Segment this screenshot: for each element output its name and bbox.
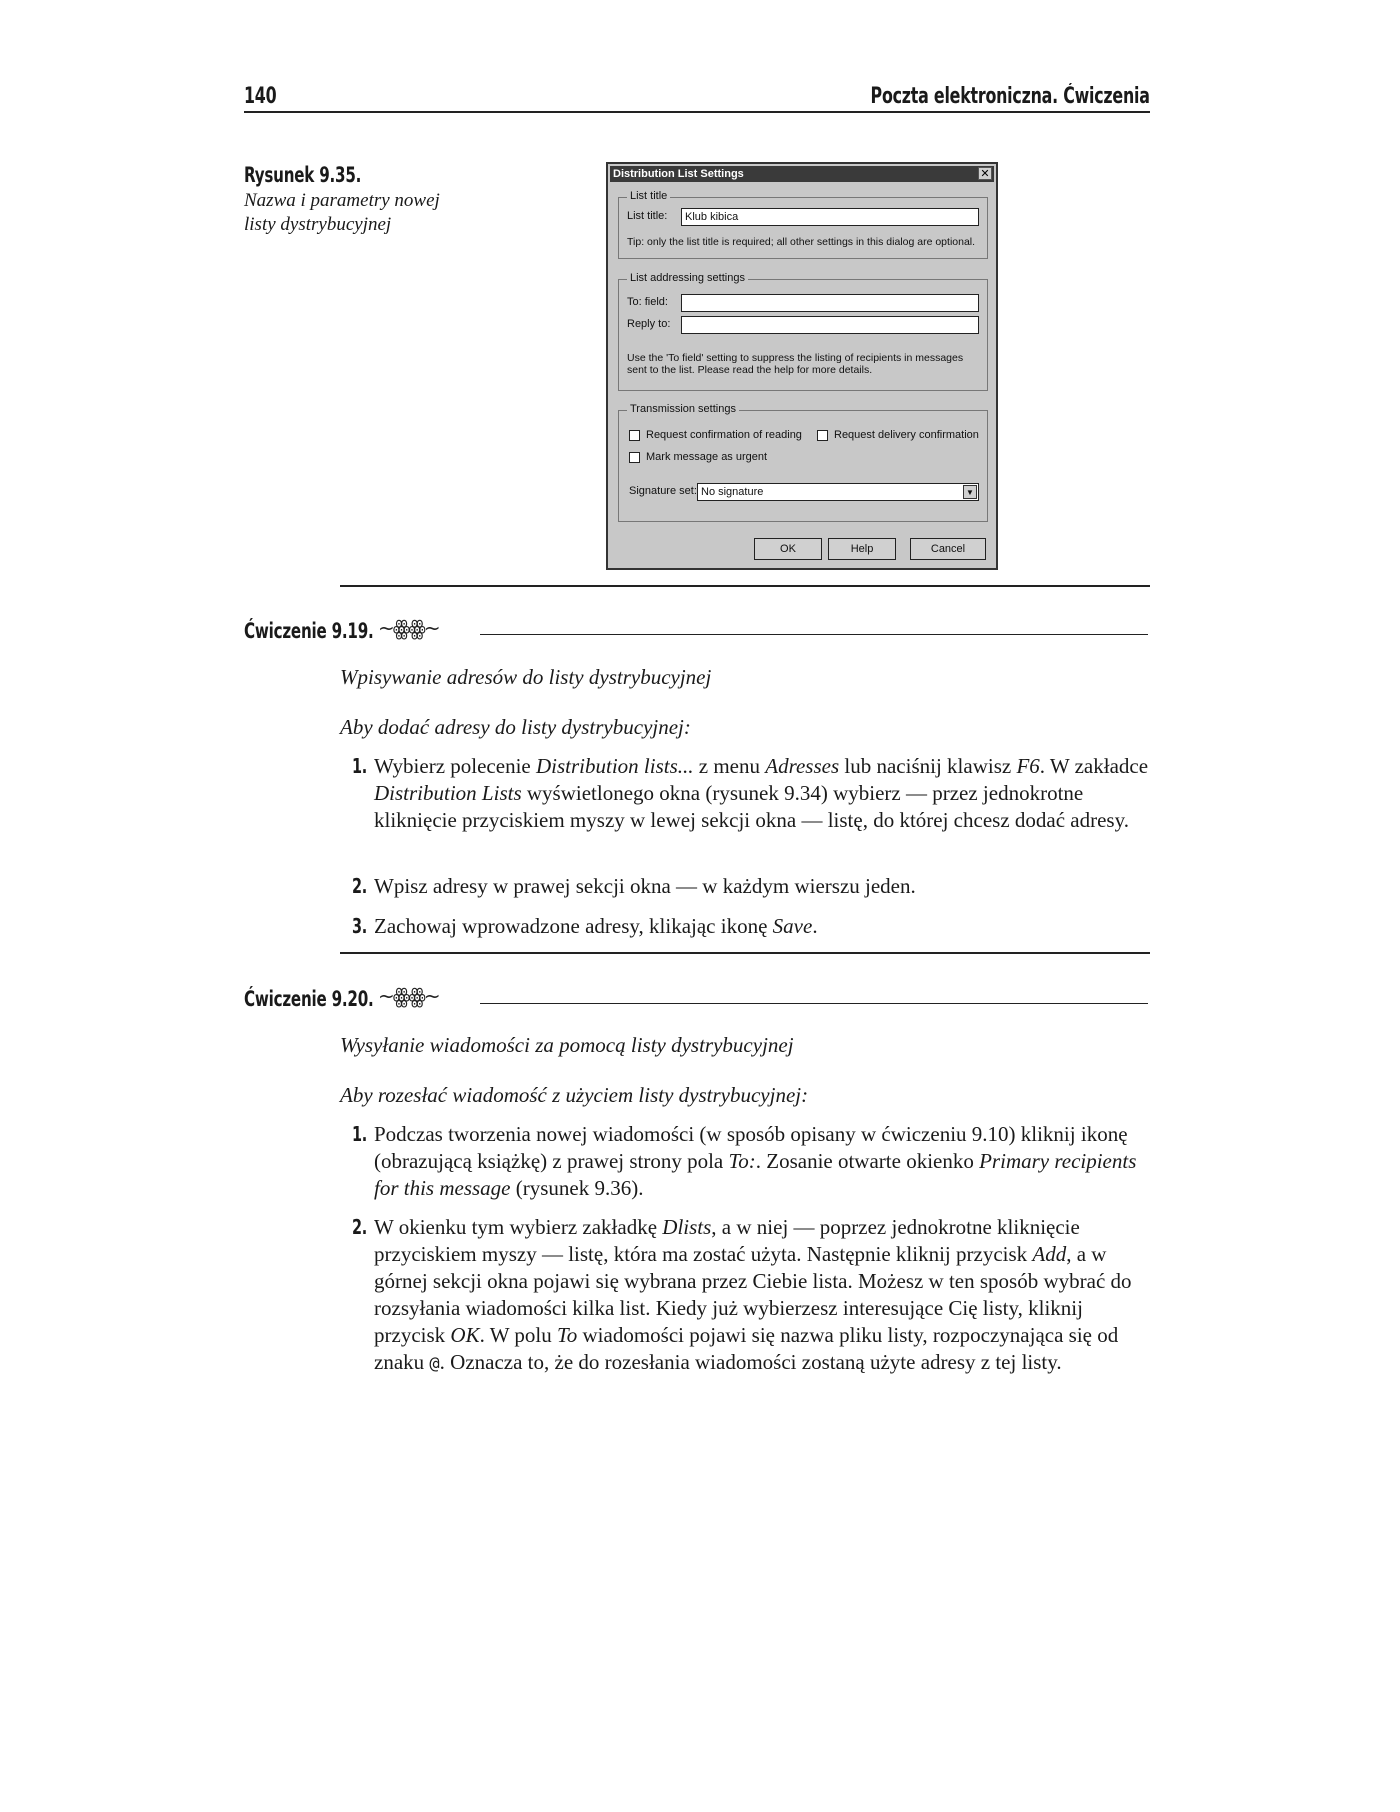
- transmission-settings-group: [618, 403, 988, 522]
- exercise-title: Wpisywanie adresów do listy dystrybucyjnej: [340, 665, 712, 689]
- confirm-reading-checkbox[interactable]: [629, 429, 802, 443]
- step-number: 2.: [352, 1215, 368, 1239]
- exercise-heading-rule: [480, 634, 1148, 635]
- step-number: 1.: [352, 1122, 368, 1146]
- reply-to-label: Reply to:: [627, 318, 671, 330]
- list-title-input[interactable]: Klub kibica: [681, 208, 979, 226]
- dialog-title: Distribution List Settings: [613, 168, 744, 180]
- signature-value: No signature: [701, 486, 764, 498]
- exercise-intro: Aby dodać adresy do listy dystrybucyjnej:: [340, 715, 691, 739]
- checkbox-icon: [817, 430, 828, 441]
- step-number: 2.: [352, 874, 368, 898]
- mark-urgent-checkbox[interactable]: [629, 451, 767, 465]
- addressing-hint-line-2: sent to the list. Please read the help for more details.: [627, 364, 873, 376]
- section-rule: [340, 585, 1150, 587]
- exercise-step: [352, 1214, 1152, 1378]
- signature-label: Signature set:: [629, 485, 697, 497]
- ok-button[interactable]: OK: [754, 538, 822, 560]
- cancel-button[interactable]: Cancel: [910, 538, 986, 560]
- exercise-step: [352, 1121, 1152, 1202]
- exercise-intro: Aby rozesłać wiadomość z użyciem listy dystrybucyjnej:: [340, 1083, 809, 1107]
- signature-select[interactable]: [697, 483, 979, 501]
- step-number: 1.: [352, 754, 368, 778]
- ornament-icon: ~ꙮꙮ~: [378, 984, 439, 1008]
- exercise-heading-rule: [480, 1003, 1148, 1004]
- exercise-step: [352, 913, 1152, 940]
- figure-label: Rysunek 9.35.: [244, 163, 362, 187]
- list-title-row: [627, 208, 979, 226]
- close-icon[interactable]: ✕: [978, 167, 992, 180]
- addressing-hint-line-1: Use the 'To field' setting to suppress the listing of recipients in messages: [627, 352, 964, 364]
- confirm-delivery-label: Request delivery confirmation: [834, 429, 979, 442]
- exercise-heading: Ćwiczenie 9.19.: [244, 619, 374, 643]
- exercise-heading: Ćwiczenie 9.20.: [244, 987, 374, 1011]
- checkbox-icon: [629, 452, 640, 463]
- step-text: Zachowaj wprowadzone adresy, klikając ikonę Save.: [374, 914, 818, 938]
- reply-to-row: [627, 316, 979, 334]
- help-button[interactable]: Help: [828, 538, 896, 560]
- step-text: Wpisz adresy w prawej sekcji okna — w każdym wierszu jeden.: [374, 874, 916, 898]
- distribution-list-settings-dialog: [606, 162, 998, 570]
- exercise-title: Wysyłanie wiadomości za pomocą listy dystrybucyjnej: [340, 1033, 794, 1057]
- header-rule: [244, 111, 1150, 113]
- dialog-titlebar: [610, 166, 994, 182]
- list-title-label: List title:: [627, 210, 668, 222]
- page-number: 140: [244, 84, 277, 109]
- step-number: 3.: [352, 914, 368, 938]
- running-header-title: Poczta elektroniczna. Ćwiczenia: [870, 84, 1150, 109]
- mark-urgent-label: Mark message as urgent: [646, 451, 768, 464]
- addressing-legend: List addressing settings: [627, 272, 748, 284]
- list-title-group: [618, 190, 988, 259]
- ornament-icon: ~ꙮꙮ~: [378, 616, 439, 640]
- step-text: Wybierz polecenie Distribution lists... z menu Adresses lub naciśnij klawisz F6. W zakładce Distribution Lists wyświetlonego okna (rysunek 9.34) wybierz — przez jednokrotne kliknięcie przyciskiem myszy w lewej sekcji okna — listę, do której chcesz dodać adresy.: [374, 754, 1149, 832]
- list-title-legend: List title: [627, 190, 670, 202]
- step-text: W okienku tym wybierz zakładkę Dlists, a w niej — poprzez jednokrotne kliknięcie przyciskiem myszy — listę, która ma zostać użyta. Następnie kliknij przycisk Add, a w górnej sekcji okna pojawi się wybrana przez Ciebie lista. Możesz w ten sposób wybrać do rozsyłania wiadomości kilka list. Kiedy już wybierzesz interesujące Cię listy, kliknij przycisk OK. W polu To wiadomości pojawi się nazwa pliku listy, rozpoczynająca się od znaku @. Oznacza to, że do rozesłania wiadomości zostaną użyte adresy z tej listy.: [374, 1215, 1132, 1374]
- chevron-down-icon[interactable]: ▼: [963, 485, 977, 499]
- step-text: Podczas tworzenia nowej wiadomości (w sposób opisany w ćwiczeniu 9.10) kliknij ikonę (obrazującą książkę) z prawej strony pola To:. Zosanie otwarte okienko Primary recipients for this message (rysunek 9.36).: [374, 1122, 1137, 1200]
- confirm-delivery-checkbox[interactable]: [817, 429, 979, 443]
- signature-row: [627, 483, 979, 501]
- list-title-tip: Tip: only the list title is required; all other settings in this dialog are optional.: [627, 236, 976, 248]
- exercise-step: [352, 873, 1152, 900]
- to-field-input[interactable]: [681, 294, 979, 312]
- confirm-reading-label: Request confirmation of reading: [646, 429, 802, 442]
- to-field-label: To: field:: [627, 296, 668, 308]
- exercise-step: [352, 753, 1152, 834]
- to-field-row: [627, 294, 979, 312]
- checkbox-icon: [629, 430, 640, 441]
- reply-to-input[interactable]: [681, 316, 979, 334]
- list-addressing-group: [618, 272, 988, 391]
- transmission-legend: Transmission settings: [627, 403, 739, 415]
- section-rule: [340, 952, 1150, 954]
- figure-caption: Nazwa i parametry nowej listy dystrybucyjnej: [244, 190, 440, 235]
